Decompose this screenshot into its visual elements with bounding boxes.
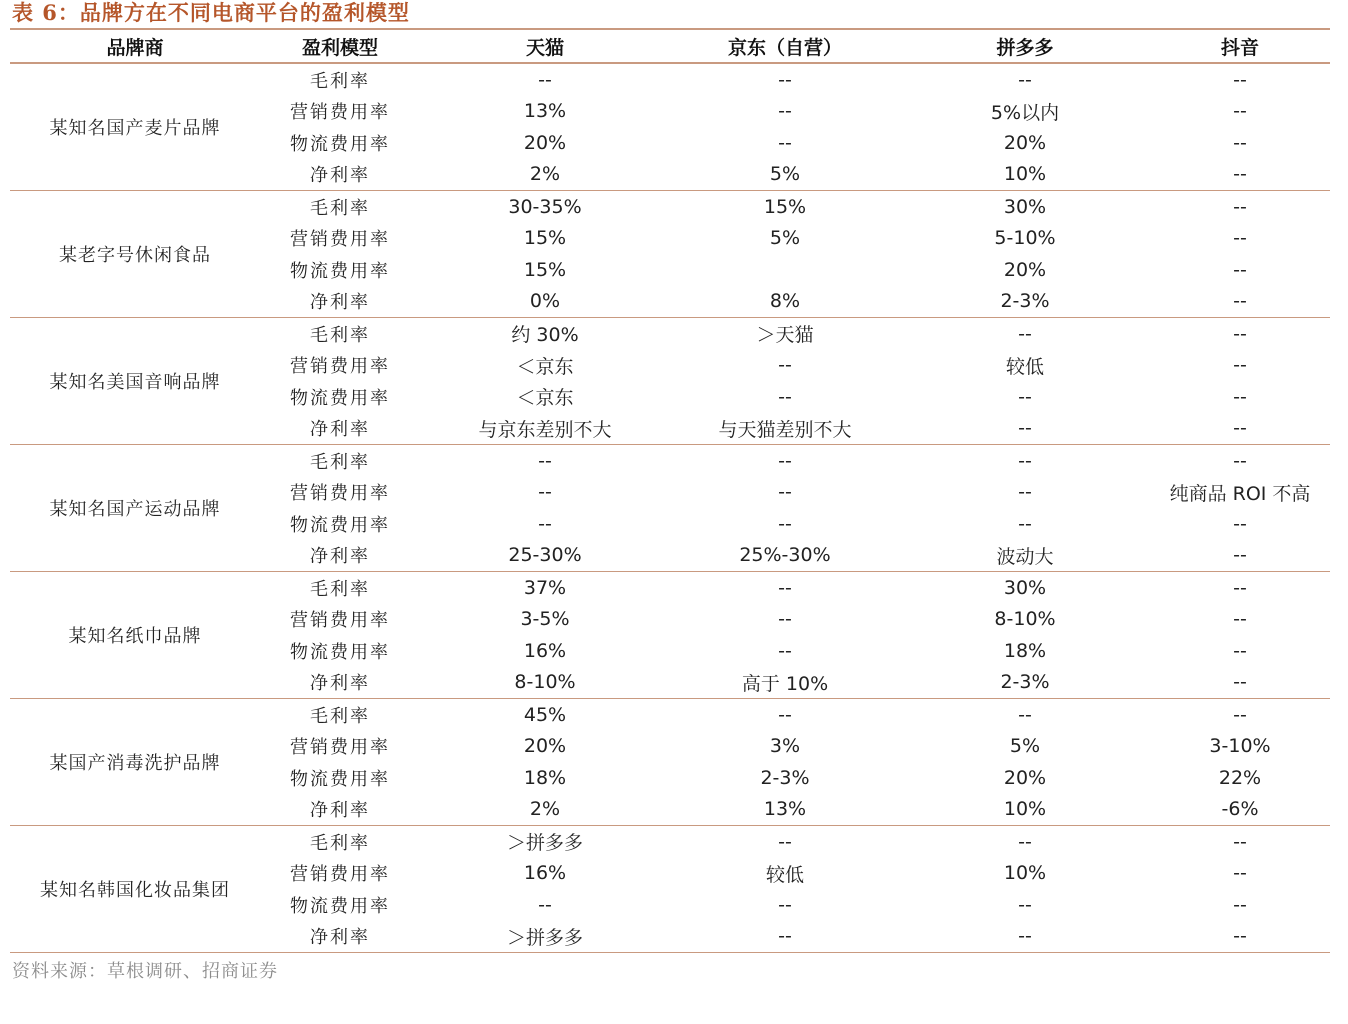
value-cell-jd: 13% xyxy=(670,794,900,826)
value-cell-jd: 高于 10% xyxy=(670,667,900,699)
metric-cell: 净利率 xyxy=(260,794,420,826)
metric-cell: 毛利率 xyxy=(310,578,370,600)
value-cell-jd: -- xyxy=(778,576,792,599)
table-row xyxy=(10,318,1330,350)
value-cell-tmall: ＞拼多多 xyxy=(506,832,583,855)
value-cell-jd: 较低 xyxy=(765,863,804,886)
metric-cell: 毛利率 xyxy=(310,197,370,219)
value-cell-douyin: -- xyxy=(1233,703,1247,726)
value-cell-pinduoduo: 5% xyxy=(1009,735,1041,758)
value-cell-pinduoduo: 5-10% xyxy=(994,227,1056,250)
value-cell-douyin: -- xyxy=(1233,227,1247,250)
metric-cell: 毛利率 xyxy=(310,451,370,473)
profit-model-table xyxy=(10,30,1330,953)
value-cell-douyin: -- xyxy=(1233,354,1247,377)
value-cell-tmall: 3-5% xyxy=(520,608,570,631)
value-cell-pinduoduo: 2-3% xyxy=(900,667,1150,699)
value-cell-douyin: -- xyxy=(1150,540,1330,572)
table-row xyxy=(10,63,1330,96)
value-cell-jd: 25%-30% xyxy=(670,540,900,572)
value-cell-pinduoduo: 波动大 xyxy=(900,540,1150,572)
metric-cell: 物流费用率 xyxy=(290,641,390,663)
table-row xyxy=(10,572,1330,604)
value-cell-pinduoduo: 8-10% xyxy=(994,608,1056,631)
value-cell-pinduoduo: -- xyxy=(1018,385,1032,408)
value-cell-tmall: 约 30% xyxy=(511,324,579,347)
value-cell-douyin: -- xyxy=(1233,830,1247,853)
value-cell-jd: 8% xyxy=(670,286,900,318)
value-cell-tmall: -- xyxy=(538,481,552,504)
brand-cell: 某老字号休闲食品 xyxy=(10,191,260,318)
value-cell-jd: -- xyxy=(778,512,792,535)
metric-cell: 营销费用率 xyxy=(290,864,390,886)
metric-cell: 营销费用率 xyxy=(290,102,390,124)
value-cell-jd: -- xyxy=(778,639,792,662)
source-note: 资料来源：草根调研、招商证券 xyxy=(12,961,278,982)
header-metric: 盈利模型 xyxy=(260,30,420,63)
value-cell-pinduoduo: -- xyxy=(1018,893,1032,916)
metric-cell: 毛利率 xyxy=(310,832,370,854)
value-cell-jd: -- xyxy=(778,354,792,377)
value-cell-pinduoduo: 5%以内 xyxy=(990,101,1060,124)
value-cell-pinduoduo: 10% xyxy=(1003,862,1047,885)
value-cell-pinduoduo: 较低 xyxy=(1005,355,1044,378)
value-cell-pinduoduo: -- xyxy=(1018,481,1032,504)
value-cell-pinduoduo: -- xyxy=(900,413,1150,445)
value-cell-tmall: 8-10% xyxy=(420,667,670,699)
value-cell-pinduoduo: 20% xyxy=(1003,131,1047,154)
value-cell-pinduoduo: -- xyxy=(1018,512,1032,535)
value-cell-jd: -- xyxy=(778,68,792,91)
report-page xyxy=(10,0,1330,983)
metric-cell: 营销费用率 xyxy=(290,610,390,632)
value-cell-jd: ＞天猫 xyxy=(756,324,814,347)
value-cell-jd: -- xyxy=(778,830,792,853)
value-cell-tmall: 2% xyxy=(420,794,670,826)
value-cell-tmall: 18% xyxy=(523,766,567,789)
metric-cell: 毛利率 xyxy=(310,70,370,92)
value-cell-douyin: -6% xyxy=(1150,794,1330,826)
value-cell-pinduoduo: 18% xyxy=(1003,639,1047,662)
value-cell-tmall: 20% xyxy=(523,735,567,758)
brand-cell: 某知名美国音响品牌 xyxy=(10,318,260,445)
value-cell-tmall: 2% xyxy=(420,159,670,191)
value-cell-pinduoduo: -- xyxy=(1018,322,1032,345)
value-cell-tmall: 15% xyxy=(523,258,567,281)
value-cell-tmall: -- xyxy=(538,893,552,916)
value-cell-douyin: -- xyxy=(1233,608,1247,631)
metric-cell: 净利率 xyxy=(260,286,420,318)
value-cell-pinduoduo: -- xyxy=(1018,830,1032,853)
brand-cell: 某知名纸巾品牌 xyxy=(10,572,260,699)
value-cell-tmall: ＞拼多多 xyxy=(420,921,670,953)
value-cell-tmall: -- xyxy=(538,512,552,535)
metric-cell: 物流费用率 xyxy=(290,133,390,155)
value-cell-tmall: -- xyxy=(538,68,552,91)
brand-cell: 某知名韩国化妆品集团 xyxy=(10,826,260,953)
table-header-row xyxy=(10,30,1330,63)
metric-cell: 营销费用率 xyxy=(290,483,390,505)
value-cell-jd: 2-3% xyxy=(760,766,810,789)
value-cell-douyin: -- xyxy=(1233,639,1247,662)
value-cell-pinduoduo: 2-3% xyxy=(900,286,1150,318)
value-cell-douyin: -- xyxy=(1233,100,1247,123)
value-cell-douyin: -- xyxy=(1150,921,1330,953)
brand-cell: 某国产消毒洗护品牌 xyxy=(10,699,260,826)
value-cell-jd: -- xyxy=(778,608,792,631)
value-cell-douyin: -- xyxy=(1150,667,1330,699)
metric-cell: 净利率 xyxy=(260,540,420,572)
value-cell-jd: -- xyxy=(778,481,792,504)
value-cell-tmall: 16% xyxy=(523,862,567,885)
value-cell-tmall: 45% xyxy=(523,703,567,726)
value-cell-douyin: -- xyxy=(1233,385,1247,408)
value-cell-tmall: 13% xyxy=(523,100,567,123)
metric-cell: 毛利率 xyxy=(310,705,370,727)
value-cell-tmall: 20% xyxy=(523,131,567,154)
value-cell-pinduoduo: -- xyxy=(1018,449,1032,472)
value-cell-pinduoduo: -- xyxy=(1018,703,1032,726)
value-cell-jd: -- xyxy=(778,893,792,916)
value-cell-douyin: -- xyxy=(1233,322,1247,345)
value-cell-douyin: -- xyxy=(1233,258,1247,281)
metric-cell: 净利率 xyxy=(260,413,420,445)
value-cell-douyin: 纯商品 ROI 不高 xyxy=(1169,482,1311,505)
value-cell-jd: 与天猫差别不大 xyxy=(670,413,900,445)
value-cell-douyin: -- xyxy=(1233,195,1247,218)
value-cell-tmall: 15% xyxy=(523,227,567,250)
table-row xyxy=(10,445,1330,477)
metric-cell: 毛利率 xyxy=(310,324,370,346)
value-cell-jd: 3% xyxy=(769,735,801,758)
metric-cell: 营销费用率 xyxy=(290,356,390,378)
value-cell-tmall: 与京东差别不大 xyxy=(420,413,670,445)
brand-cell: 某知名国产麦片品牌 xyxy=(10,63,260,191)
value-cell-douyin: -- xyxy=(1233,862,1247,885)
table-row xyxy=(10,191,1330,223)
header-pinduoduo: 拼多多 xyxy=(900,30,1150,63)
table-row xyxy=(10,826,1330,858)
value-cell-jd: -- xyxy=(778,131,792,154)
metric-cell: 净利率 xyxy=(260,921,420,953)
value-cell-jd: -- xyxy=(778,385,792,408)
value-cell-pinduoduo: 30% xyxy=(1003,576,1047,599)
value-cell-jd: -- xyxy=(778,703,792,726)
value-cell-jd: 5% xyxy=(769,227,801,250)
value-cell-jd: 5% xyxy=(670,159,900,191)
value-cell-tmall: 30-35% xyxy=(508,195,582,218)
value-cell-douyin: -- xyxy=(1233,449,1247,472)
value-cell-pinduoduo: 10% xyxy=(900,794,1150,826)
metric-cell: 营销费用率 xyxy=(290,737,390,759)
value-cell-tmall: -- xyxy=(538,449,552,472)
value-cell-pinduoduo: 20% xyxy=(1003,258,1047,281)
value-cell-douyin: -- xyxy=(1150,286,1330,318)
header-jd: 京东（自营） xyxy=(670,30,900,63)
value-cell-jd: -- xyxy=(778,100,792,123)
value-cell-pinduoduo: -- xyxy=(900,921,1150,953)
value-cell-douyin: -- xyxy=(1150,159,1330,191)
value-cell-douyin: -- xyxy=(1150,413,1330,445)
metric-cell: 物流费用率 xyxy=(290,260,390,282)
value-cell-jd: 15% xyxy=(763,195,807,218)
value-cell-douyin: -- xyxy=(1233,893,1247,916)
value-cell-pinduoduo: 10% xyxy=(900,159,1150,191)
value-cell-tmall: 25-30% xyxy=(420,540,670,572)
value-cell-douyin: 3-10% xyxy=(1209,735,1271,758)
value-cell-tmall: 0% xyxy=(420,286,670,318)
table-title: 表 6：品牌方在不同电商平台的盈利模型 xyxy=(10,0,1330,30)
value-cell-tmall: ＜京东 xyxy=(516,355,574,378)
value-cell-jd xyxy=(670,254,900,286)
value-cell-pinduoduo: 30% xyxy=(1003,195,1047,218)
value-cell-tmall: 16% xyxy=(523,639,567,662)
header-tmall: 天猫 xyxy=(420,30,670,63)
metric-cell: 营销费用率 xyxy=(290,229,390,251)
value-cell-tmall: ＜京东 xyxy=(516,387,574,410)
value-cell-pinduoduo: -- xyxy=(1018,68,1032,91)
value-cell-tmall: 37% xyxy=(523,576,567,599)
header-douyin: 抖音 xyxy=(1150,30,1330,63)
value-cell-pinduoduo: 20% xyxy=(1003,766,1047,789)
value-cell-douyin: -- xyxy=(1233,68,1247,91)
metric-cell: 净利率 xyxy=(260,159,420,191)
value-cell-jd: -- xyxy=(778,449,792,472)
metric-cell: 物流费用率 xyxy=(290,387,390,409)
brand-cell: 某知名国产运动品牌 xyxy=(10,445,260,572)
value-cell-jd: -- xyxy=(670,921,900,953)
metric-cell: 物流费用率 xyxy=(290,895,390,917)
table-body xyxy=(10,63,1330,953)
table-row xyxy=(10,699,1330,731)
value-cell-douyin: -- xyxy=(1233,576,1247,599)
value-cell-douyin: -- xyxy=(1233,131,1247,154)
metric-cell: 净利率 xyxy=(260,667,420,699)
value-cell-douyin: -- xyxy=(1233,512,1247,535)
header-brand: 品牌商 xyxy=(10,30,260,63)
metric-cell: 物流费用率 xyxy=(290,768,390,790)
value-cell-douyin: 22% xyxy=(1218,766,1262,789)
metric-cell: 物流费用率 xyxy=(290,514,390,536)
